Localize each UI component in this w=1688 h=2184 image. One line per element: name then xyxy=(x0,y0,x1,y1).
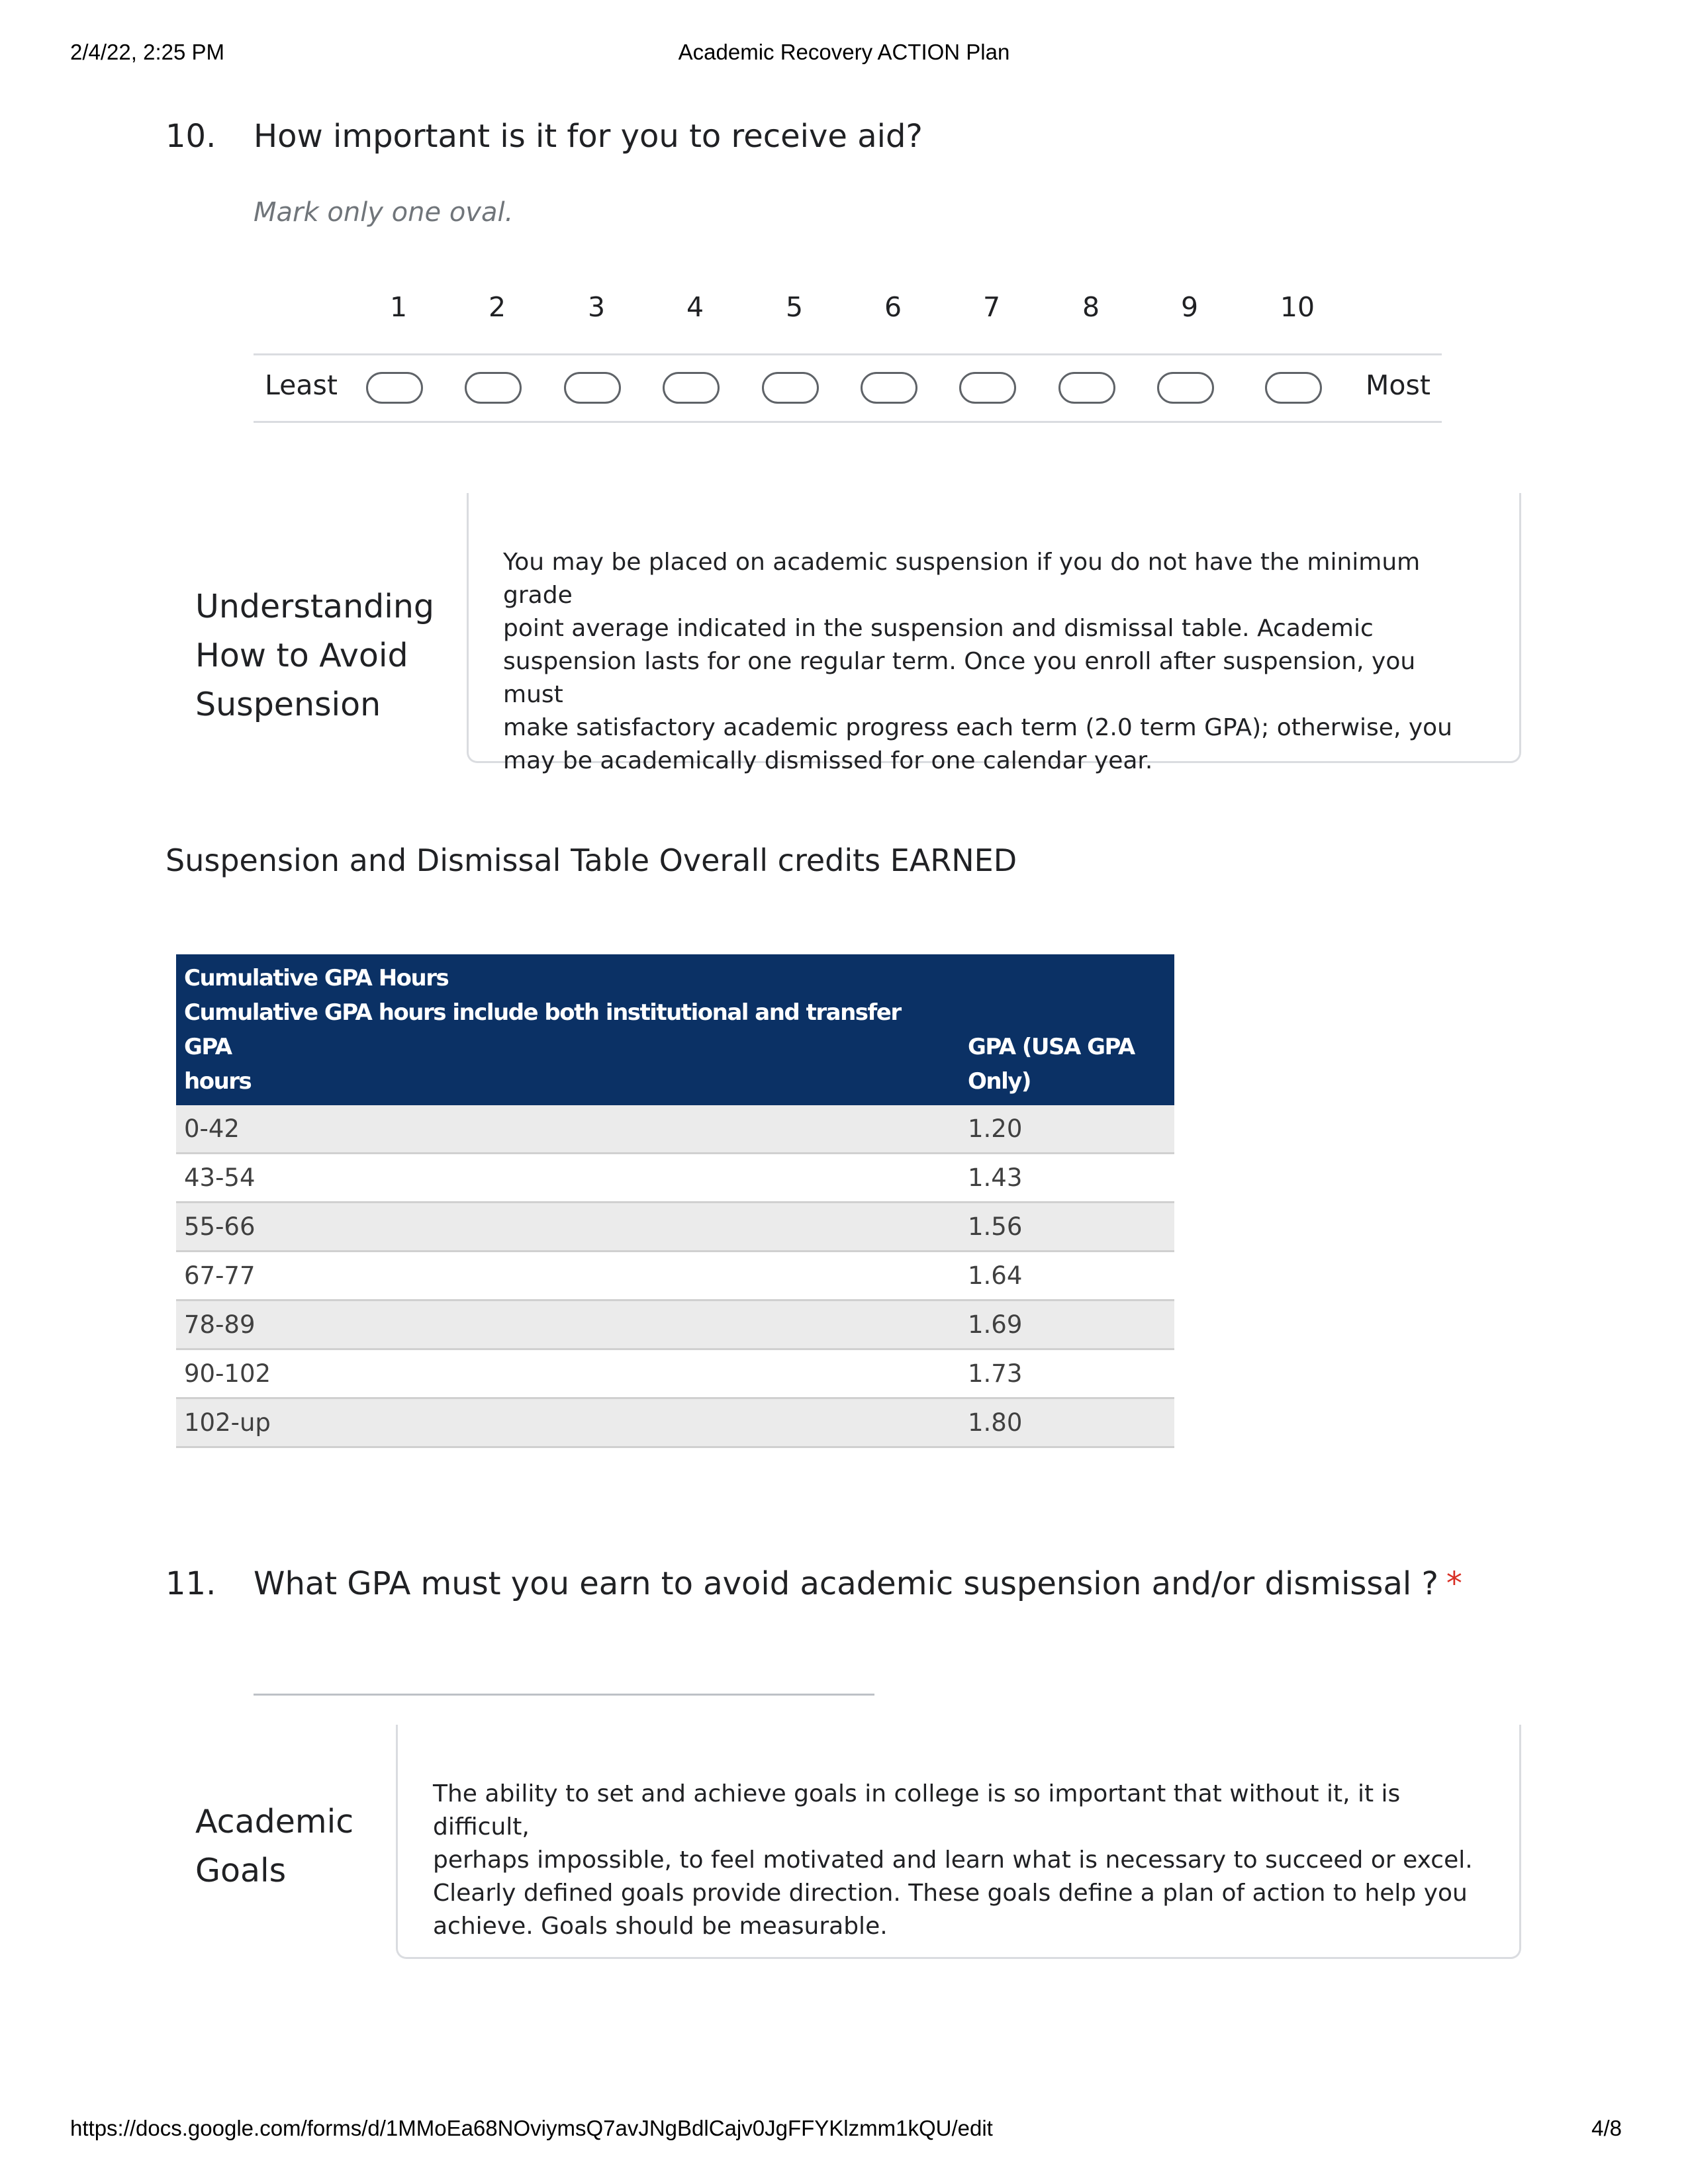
scale-label-9: 9 xyxy=(1180,291,1199,323)
table-header-gpa-line: GPA (USA GPA xyxy=(968,1034,1135,1060)
scale-option-8[interactable] xyxy=(1058,372,1115,404)
table-header-hours-line: hours xyxy=(184,1068,252,1095)
table-cell-gpa: 1.73 xyxy=(960,1349,1174,1398)
table-header-gpa-line: Only) xyxy=(968,1068,1031,1095)
scale-option-1[interactable] xyxy=(366,372,423,404)
scale-low-label: Least xyxy=(265,369,338,401)
table-cell-gpa: 1.80 xyxy=(960,1398,1174,1447)
scale-option-6[interactable] xyxy=(861,372,917,404)
table-row xyxy=(176,1154,1174,1203)
scale-option-4[interactable] xyxy=(663,372,720,404)
question-number: 10. xyxy=(165,118,216,155)
table-cell-hours: 67-77 xyxy=(176,1251,960,1300)
scale-option-7[interactable] xyxy=(959,372,1016,404)
gpa-answer-input[interactable] xyxy=(254,1648,874,1696)
print-page-number: 4/8 xyxy=(1591,2116,1622,2140)
table-row xyxy=(176,1349,1174,1398)
required-asterisk: * xyxy=(1446,1565,1462,1602)
goals-info-text: The ability to set and achieve goals in college is so important that without it, it is difficult, perhaps impossible, to feel motivated and learn what is necessary to succeed or excel. Clearly defined goals provide direction. These goals define a plan of action to help you achieve. Goals should be measurable. xyxy=(433,1780,1473,1940)
table-row xyxy=(176,1251,1174,1300)
scale-label-3: 3 xyxy=(587,291,606,323)
scale-high-label: Most xyxy=(1366,369,1430,401)
table-header-hours xyxy=(176,954,960,1105)
goals-section-heading: Academic Goals xyxy=(195,1803,354,1889)
scale-label-2: 2 xyxy=(488,291,506,323)
scale-label-4: 4 xyxy=(686,291,704,323)
question-title: How important is it for you to receive aid? xyxy=(254,118,923,155)
scale-option-5[interactable] xyxy=(762,372,819,404)
table-section-title: Suspension and Dismissal Table Overall credits EARNED xyxy=(165,842,1017,878)
question-hint: Mark only one oval. xyxy=(254,197,514,228)
suspension-dismissal-table xyxy=(176,954,1174,1448)
table-row xyxy=(176,1300,1174,1349)
print-url: https://docs.google.com/forms/d/1MMoEa68NOviymsQ7avJNgBdlCajv0JgFFYKlzmm1kQU/edit xyxy=(70,2116,993,2140)
suspension-section-heading: Understanding How to Avoid Suspension xyxy=(195,588,435,723)
scale-divider-top xyxy=(254,353,1442,355)
table-row xyxy=(176,1105,1174,1154)
scale-option-2[interactable] xyxy=(465,372,522,404)
print-datetime: 2/4/22, 2:25 PM xyxy=(70,40,224,64)
scale-label-1: 1 xyxy=(389,291,408,323)
table-cell-hours: 102-up xyxy=(176,1398,960,1447)
question-title-text: What GPA must you earn to avoid academic suspension and/or dismissal ? xyxy=(254,1565,1438,1602)
scale-label-7: 7 xyxy=(982,291,1001,323)
scale-divider-bottom xyxy=(254,421,1442,423)
table-row xyxy=(176,1203,1174,1251)
print-document-title: Academic Recovery ACTION Plan xyxy=(678,40,1010,64)
table-cell-gpa: 1.20 xyxy=(960,1105,1174,1154)
table-cell-hours: 43-54 xyxy=(176,1154,960,1203)
table-cell-hours: 90-102 xyxy=(176,1349,960,1398)
question-title xyxy=(254,1565,1462,1602)
table-row xyxy=(176,1398,1174,1447)
table-cell-gpa: 1.64 xyxy=(960,1251,1174,1300)
scale-option-3[interactable] xyxy=(564,372,621,404)
table-header-row xyxy=(176,954,1174,1105)
scale-label-8: 8 xyxy=(1082,291,1100,323)
scale-option-9[interactable] xyxy=(1157,372,1214,404)
table-header-hours-line: Cumulative GPA Hours xyxy=(184,965,449,991)
scale-label-5: 5 xyxy=(785,291,804,323)
scale-label-6: 6 xyxy=(884,291,902,323)
table-header-gpa xyxy=(960,954,1174,1105)
suspension-info-text: You may be placed on academic suspension if you do not have the minimum grade point average indicated in the suspension and dismissal table. Academic suspension lasts for one regular term. Once you enroll after suspension, you must make satisfactory academic progress each term (2.0 term GPA); otherwise, you may be academically dismissed for one calendar year. xyxy=(503,549,1452,774)
scale-label-10: 10 xyxy=(1280,291,1315,323)
scale-option-10[interactable] xyxy=(1265,372,1322,404)
table-cell-gpa: 1.69 xyxy=(960,1300,1174,1349)
table-header-hours-line: Cumulative GPA hours include both institutional and transfer GPA xyxy=(184,999,901,1060)
table-cell-gpa: 1.56 xyxy=(960,1203,1174,1251)
question-number: 11. xyxy=(165,1565,216,1602)
table-cell-hours: 78-89 xyxy=(176,1300,960,1349)
table-cell-gpa: 1.43 xyxy=(960,1154,1174,1203)
table-cell-hours: 0-42 xyxy=(176,1105,960,1154)
table-cell-hours: 55-66 xyxy=(176,1203,960,1251)
